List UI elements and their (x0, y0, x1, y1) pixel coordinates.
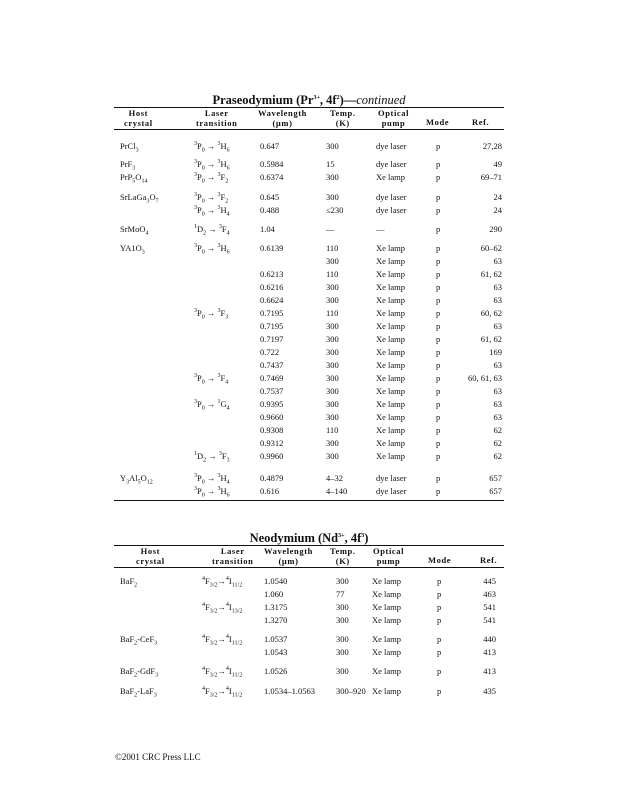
cell-wl: 1.0537 (264, 634, 288, 644)
cell-temp: 300 (326, 373, 339, 383)
cell-temp: 110 (326, 308, 339, 318)
cell-mode: p (437, 647, 442, 657)
col-header-host (124, 109, 153, 128)
cell-ref: 290 (489, 224, 502, 234)
cell-mode: p (437, 615, 442, 625)
praseodymium-table (114, 93, 504, 503)
cell-ref: 63 (493, 256, 502, 266)
cell-wl: 1.0540 (264, 576, 288, 586)
cell-wl: 1.0543 (264, 647, 288, 657)
header-text: Temp. (330, 546, 356, 556)
cell-temp: 300 (326, 192, 339, 202)
cell-temp: 300 (336, 576, 349, 586)
cell-temp: 300 (326, 399, 339, 409)
header-bottom-rule (114, 567, 504, 568)
cell-tr: $^1D_2 \to ^3F_3$ (194, 451, 230, 464)
cell-wl: 0.722 (260, 347, 280, 357)
cell-pump: Xe lamp (376, 172, 406, 182)
cell-mode: p (436, 308, 441, 318)
cell-ref: 62 (493, 451, 502, 461)
cell-temp: 300 (326, 321, 339, 331)
cell-wl: 0.7195 (260, 308, 284, 318)
cell-host: BaF$_2$-GdF$_3$ (120, 666, 159, 679)
cell-wl: 0.6139 (260, 243, 284, 253)
cell-wl: 0.9395 (260, 399, 284, 409)
cell-mode: p (436, 159, 441, 169)
cell-ref: 62 (493, 425, 502, 435)
cell-tr: $^3P_0 \to ^3H_6$ (194, 141, 230, 154)
col-header-transition (196, 109, 237, 128)
cell-ref: 62 (493, 438, 502, 448)
cell-wl: 0.9312 (260, 438, 284, 448)
cell-pump: Xe lamp (376, 282, 406, 292)
cell-mode: p (436, 172, 441, 182)
cell-mode: p (436, 295, 441, 305)
cell-temp: 300 (336, 666, 349, 676)
cell-mode: p (436, 373, 441, 383)
header-text: Ref. (480, 555, 498, 565)
cell-mode: p (437, 576, 442, 586)
table-bottom-rule (114, 500, 504, 501)
cell-ref: 63 (493, 412, 502, 422)
cell-pump: Xe lamp (376, 425, 406, 435)
cell-pump: Xe lamp (376, 308, 406, 318)
cell-temp: 300 (326, 256, 339, 266)
cell-ref: 657 (489, 473, 502, 483)
cell-ref: 24 (493, 192, 502, 202)
header-text: Laser (204, 108, 229, 118)
neodymium-table (114, 531, 504, 711)
cell-ref: 463 (483, 589, 496, 599)
cell-wl: 1.3175 (264, 602, 288, 612)
header-text: Optical (373, 546, 405, 556)
cell-mode: p (436, 224, 441, 234)
col-header-ref (472, 118, 489, 128)
cell-wl: 0.645 (260, 192, 280, 202)
title-text: , 4f (319, 93, 337, 107)
cell-temp: 110 (326, 269, 339, 279)
cell-mode: p (437, 666, 442, 676)
cell-pump: Xe lamp (372, 589, 402, 599)
cell-temp: 77 (336, 589, 345, 599)
cell-ref: 63 (493, 360, 502, 370)
cell-tr: $^3P_0 \to ^1G_4$ (194, 399, 230, 412)
neodymium-title (114, 531, 504, 545)
cell-wl: 0.7437 (260, 360, 284, 370)
cell-temp: 300 (326, 172, 339, 182)
cell-mode: p (436, 282, 441, 292)
cell-pump: Xe lamp (376, 386, 406, 396)
title-sup: 2 (336, 94, 340, 101)
col-header-wavelength (264, 547, 313, 566)
cell-tr: $^3P_0 \to ^3H_4$ (194, 205, 230, 218)
cell-wl: 0.6216 (260, 282, 284, 292)
cell-pump: Xe lamp (372, 615, 402, 625)
cell-wl: 0.6374 (260, 172, 284, 182)
cell-pump: Xe lamp (376, 373, 406, 383)
header-text: Temp. (330, 108, 356, 118)
header-text: Host (128, 108, 149, 118)
cell-pump: Xe lamp (376, 438, 406, 448)
cell-ref: 413 (483, 666, 496, 676)
cell-tr: $^3P_0 \to ^3H_6$ (194, 243, 230, 256)
cell-pump: Xe lamp (376, 243, 406, 253)
cell-temp: 300 (326, 412, 339, 422)
header-text: Mode (428, 555, 452, 565)
cell-pump: Xe lamp (372, 634, 402, 644)
cell-ref: 60–62 (480, 243, 502, 253)
cell-tr: $^3P_0 \to ^3F_4$ (194, 373, 229, 386)
header-text: transition (212, 555, 254, 566)
header-text: Optical (378, 108, 410, 118)
cell-temp: 300 (326, 360, 339, 370)
cell-tr: $^4F_{3/2}\to^4I_{13/2}$ (202, 602, 243, 615)
cell-temp: — (326, 224, 335, 234)
header-text: (K) (335, 555, 350, 566)
title-text: Neodymium (Nd (249, 531, 339, 545)
header-text: (µm) (278, 555, 299, 566)
cell-host: BaF$_2$-LaF$_3$ (120, 686, 157, 699)
header-text: (µm) (272, 117, 293, 128)
cell-mode: p (436, 243, 441, 253)
cell-host: BaF$_2$-CeF$_3$ (120, 634, 158, 647)
cell-ref: 63 (493, 386, 502, 396)
cell-ref: 63 (493, 295, 502, 305)
header-text: crystal (124, 117, 153, 128)
cell-wl: 0.6624 (260, 295, 284, 305)
cell-wl: 0.5984 (260, 159, 284, 169)
cell-pump: Xe lamp (372, 647, 402, 657)
cell-pump: Xe lamp (376, 256, 406, 266)
cell-ref: 657 (489, 486, 502, 496)
cell-wl: 0.9660 (260, 412, 284, 422)
cell-pump: dye laser (376, 192, 407, 202)
cell-ref: 63 (493, 321, 502, 331)
cell-tr: $^4F_{3/2}\to^4I_{11/2}$ (202, 576, 243, 589)
cell-temp: 300 (336, 634, 349, 644)
title-sup: 3 (361, 532, 365, 539)
cell-pump: — (376, 224, 385, 234)
title-text: , 4f (344, 531, 362, 545)
col-header-temp (330, 547, 356, 566)
cell-wl: 1.0526 (264, 666, 288, 676)
cell-wl: 0.7195 (260, 321, 284, 331)
cell-temp: 300 (326, 386, 339, 396)
cell-host: PrCl$_3$ (120, 141, 139, 154)
col-header-temp (330, 109, 356, 128)
cell-pump: Xe lamp (376, 321, 406, 331)
cell-ref: 440 (483, 634, 496, 644)
header-text: (K) (335, 117, 350, 128)
cell-wl: 0.9308 (260, 425, 284, 435)
cell-ref: 413 (483, 647, 496, 657)
copyright-footer: ©2001 CRC Press LLC (115, 752, 201, 762)
cell-pump: dye laser (376, 205, 407, 215)
cell-wl: 0.9960 (260, 451, 284, 461)
cell-tr: $^4F_{3/2}\to^4I_{11/2}$ (202, 666, 243, 679)
cell-temp: 300 (336, 647, 349, 657)
cell-pump: dye laser (376, 473, 407, 483)
cell-pump: Xe lamp (372, 666, 402, 676)
cell-pump: Xe lamp (376, 399, 406, 409)
cell-temp: 300 (336, 615, 349, 625)
cell-mode: p (437, 686, 442, 696)
cell-temp: 4–140 (326, 486, 348, 496)
cell-pump: Xe lamp (376, 295, 406, 305)
cell-wl: 0.6213 (260, 269, 284, 279)
cell-ref: 63 (493, 282, 502, 292)
cell-mode: p (436, 192, 441, 202)
cell-tr: $^3P_0 \to ^3H_6$ (194, 486, 230, 499)
cell-mode: p (436, 141, 441, 151)
col-header-transition (212, 547, 253, 566)
cell-mode: p (436, 334, 441, 344)
cell-host: PrF$_3$ (120, 159, 136, 172)
cell-mode: p (436, 386, 441, 396)
cell-mode: p (436, 205, 441, 215)
cell-ref: 49 (493, 159, 502, 169)
cell-tr: $^3P_0 \to ^3H_6$ (194, 159, 230, 172)
header-text: pump (376, 555, 401, 566)
col-header-ref (480, 556, 497, 566)
col-header-mode (428, 556, 451, 566)
col-header-pump (373, 547, 404, 566)
cell-ref: 435 (483, 686, 496, 696)
cell-mode: p (436, 438, 441, 448)
cell-mode: p (437, 589, 442, 599)
cell-pump: dye laser (376, 486, 407, 496)
title-sup: 3+ (338, 532, 345, 539)
cell-mode: p (436, 486, 441, 496)
header-text: pump (381, 117, 406, 128)
cell-mode: p (436, 412, 441, 422)
cell-wl: 0.488 (260, 205, 280, 215)
cell-temp: 300 (336, 602, 349, 612)
col-header-wavelength (258, 109, 307, 128)
cell-host: $Y_3Al_5O_{12}$ (120, 473, 153, 486)
cell-wl: 1.3270 (264, 615, 288, 625)
cell-host: $YA1O_3$ (120, 243, 145, 256)
cell-pump: Xe lamp (372, 602, 402, 612)
cell-tr: $^4F_{3/2}\to^4I_{11/2}$ (202, 634, 243, 647)
cell-temp: 300 (326, 295, 339, 305)
cell-wl: 0.7537 (260, 386, 284, 396)
cell-temp: 300 (326, 141, 339, 151)
cell-mode: p (436, 347, 441, 357)
col-header-pump (378, 109, 409, 128)
title-text: )— (339, 93, 357, 107)
cell-mode: p (436, 321, 441, 331)
cell-pump: Xe lamp (376, 269, 406, 279)
col-header-mode (426, 118, 449, 128)
cell-mode: p (436, 360, 441, 370)
title-sup: 3+ (313, 94, 320, 101)
header-text: crystal (136, 555, 165, 566)
cell-host: $SrLaGa_3O_7$ (120, 192, 159, 205)
header-text: Laser (220, 546, 245, 556)
cell-wl: 1.060 (264, 589, 284, 599)
cell-host: BaF$_2$ (120, 576, 138, 589)
cell-pump: Xe lamp (376, 360, 406, 370)
cell-temp: 15 (326, 159, 335, 169)
cell-ref: 63 (493, 399, 502, 409)
header-text: Wavelength (258, 108, 307, 118)
cell-mode: p (436, 399, 441, 409)
cell-ref: 27,28 (482, 141, 502, 151)
cell-wl: 0.616 (260, 486, 280, 496)
cell-temp: 300–920 (336, 686, 366, 696)
cell-temp: 300 (326, 438, 339, 448)
header-text: Mode (426, 117, 450, 127)
cell-tr: $^3P_0 \to ^3F_3$ (194, 308, 229, 321)
title-text: Praseodymium (Pr (212, 93, 314, 107)
cell-ref: 61, 62 (480, 334, 502, 344)
col-header-host (136, 547, 165, 566)
cell-temp: 300 (326, 451, 339, 461)
cell-mode: p (436, 451, 441, 461)
cell-wl: 0.7197 (260, 334, 284, 344)
cell-host: SrMoO$_4$ (120, 224, 149, 237)
cell-temp: 300 (326, 282, 339, 292)
cell-pump: Xe lamp (376, 451, 406, 461)
cell-pump: dye laser (376, 159, 407, 169)
cell-ref: 60, 61, 63 (468, 373, 502, 383)
cell-ref: 541 (483, 602, 496, 612)
cell-mode: p (436, 425, 441, 435)
cell-wl: 0.7469 (260, 373, 284, 383)
cell-pump: Xe lamp (376, 334, 406, 344)
cell-pump: Xe lamp (376, 347, 406, 357)
cell-ref: 61, 62 (480, 269, 502, 279)
header-top-rule (114, 107, 504, 108)
cell-temp: 4–32 (326, 473, 343, 483)
cell-temp: 300 (326, 347, 339, 357)
cell-temp: 110 (326, 425, 339, 435)
cell-ref: 541 (483, 615, 496, 625)
cell-tr: $^1D_2 \to ^3F_4$ (194, 224, 230, 237)
praseodymium-title (114, 93, 504, 107)
cell-tr: $^3P_0 \to ^3F_2$ (194, 192, 229, 205)
title-text: ) (364, 531, 369, 545)
cell-wl: 0.647 (260, 141, 280, 151)
header-bottom-rule (114, 129, 504, 130)
cell-tr: $^4F_{3/2}\to^4I_{11/2}$ (202, 686, 243, 699)
cell-tr: $^3P_0 \to ^3H_4$ (194, 473, 230, 486)
cell-ref: 69–71 (480, 172, 502, 182)
cell-pump: dye laser (376, 141, 407, 151)
header-text: Wavelength (264, 546, 313, 556)
header-text: Host (140, 546, 161, 556)
cell-ref: 24 (493, 205, 502, 215)
cell-mode: p (437, 634, 442, 644)
cell-ref: 60, 62 (480, 308, 502, 318)
cell-mode: p (436, 473, 441, 483)
cell-pump: Xe lamp (376, 412, 406, 422)
cell-tr: $^3P_0 \to ^3F_2$ (194, 172, 229, 185)
cell-ref: 169 (489, 347, 502, 357)
cell-temp: ≤230 (326, 205, 344, 215)
cell-mode: p (436, 269, 441, 279)
cell-wl: 1.0534–1.0563 (264, 686, 315, 696)
cell-temp: 300 (326, 334, 339, 344)
title-continued: continued (356, 93, 406, 107)
cell-pump: Xe lamp (372, 686, 402, 696)
cell-wl: 0.4879 (260, 473, 284, 483)
cell-pump: Xe lamp (372, 576, 402, 586)
cell-wl: 1.04 (260, 224, 275, 234)
header-text: Ref. (472, 117, 490, 127)
cell-mode: p (436, 256, 441, 266)
cell-ref: 445 (483, 576, 496, 586)
header-text: transition (196, 117, 238, 128)
cell-mode: p (437, 602, 442, 612)
cell-host: $PrP_5O_{14}$ (120, 172, 148, 185)
cell-temp: 110 (326, 243, 339, 253)
